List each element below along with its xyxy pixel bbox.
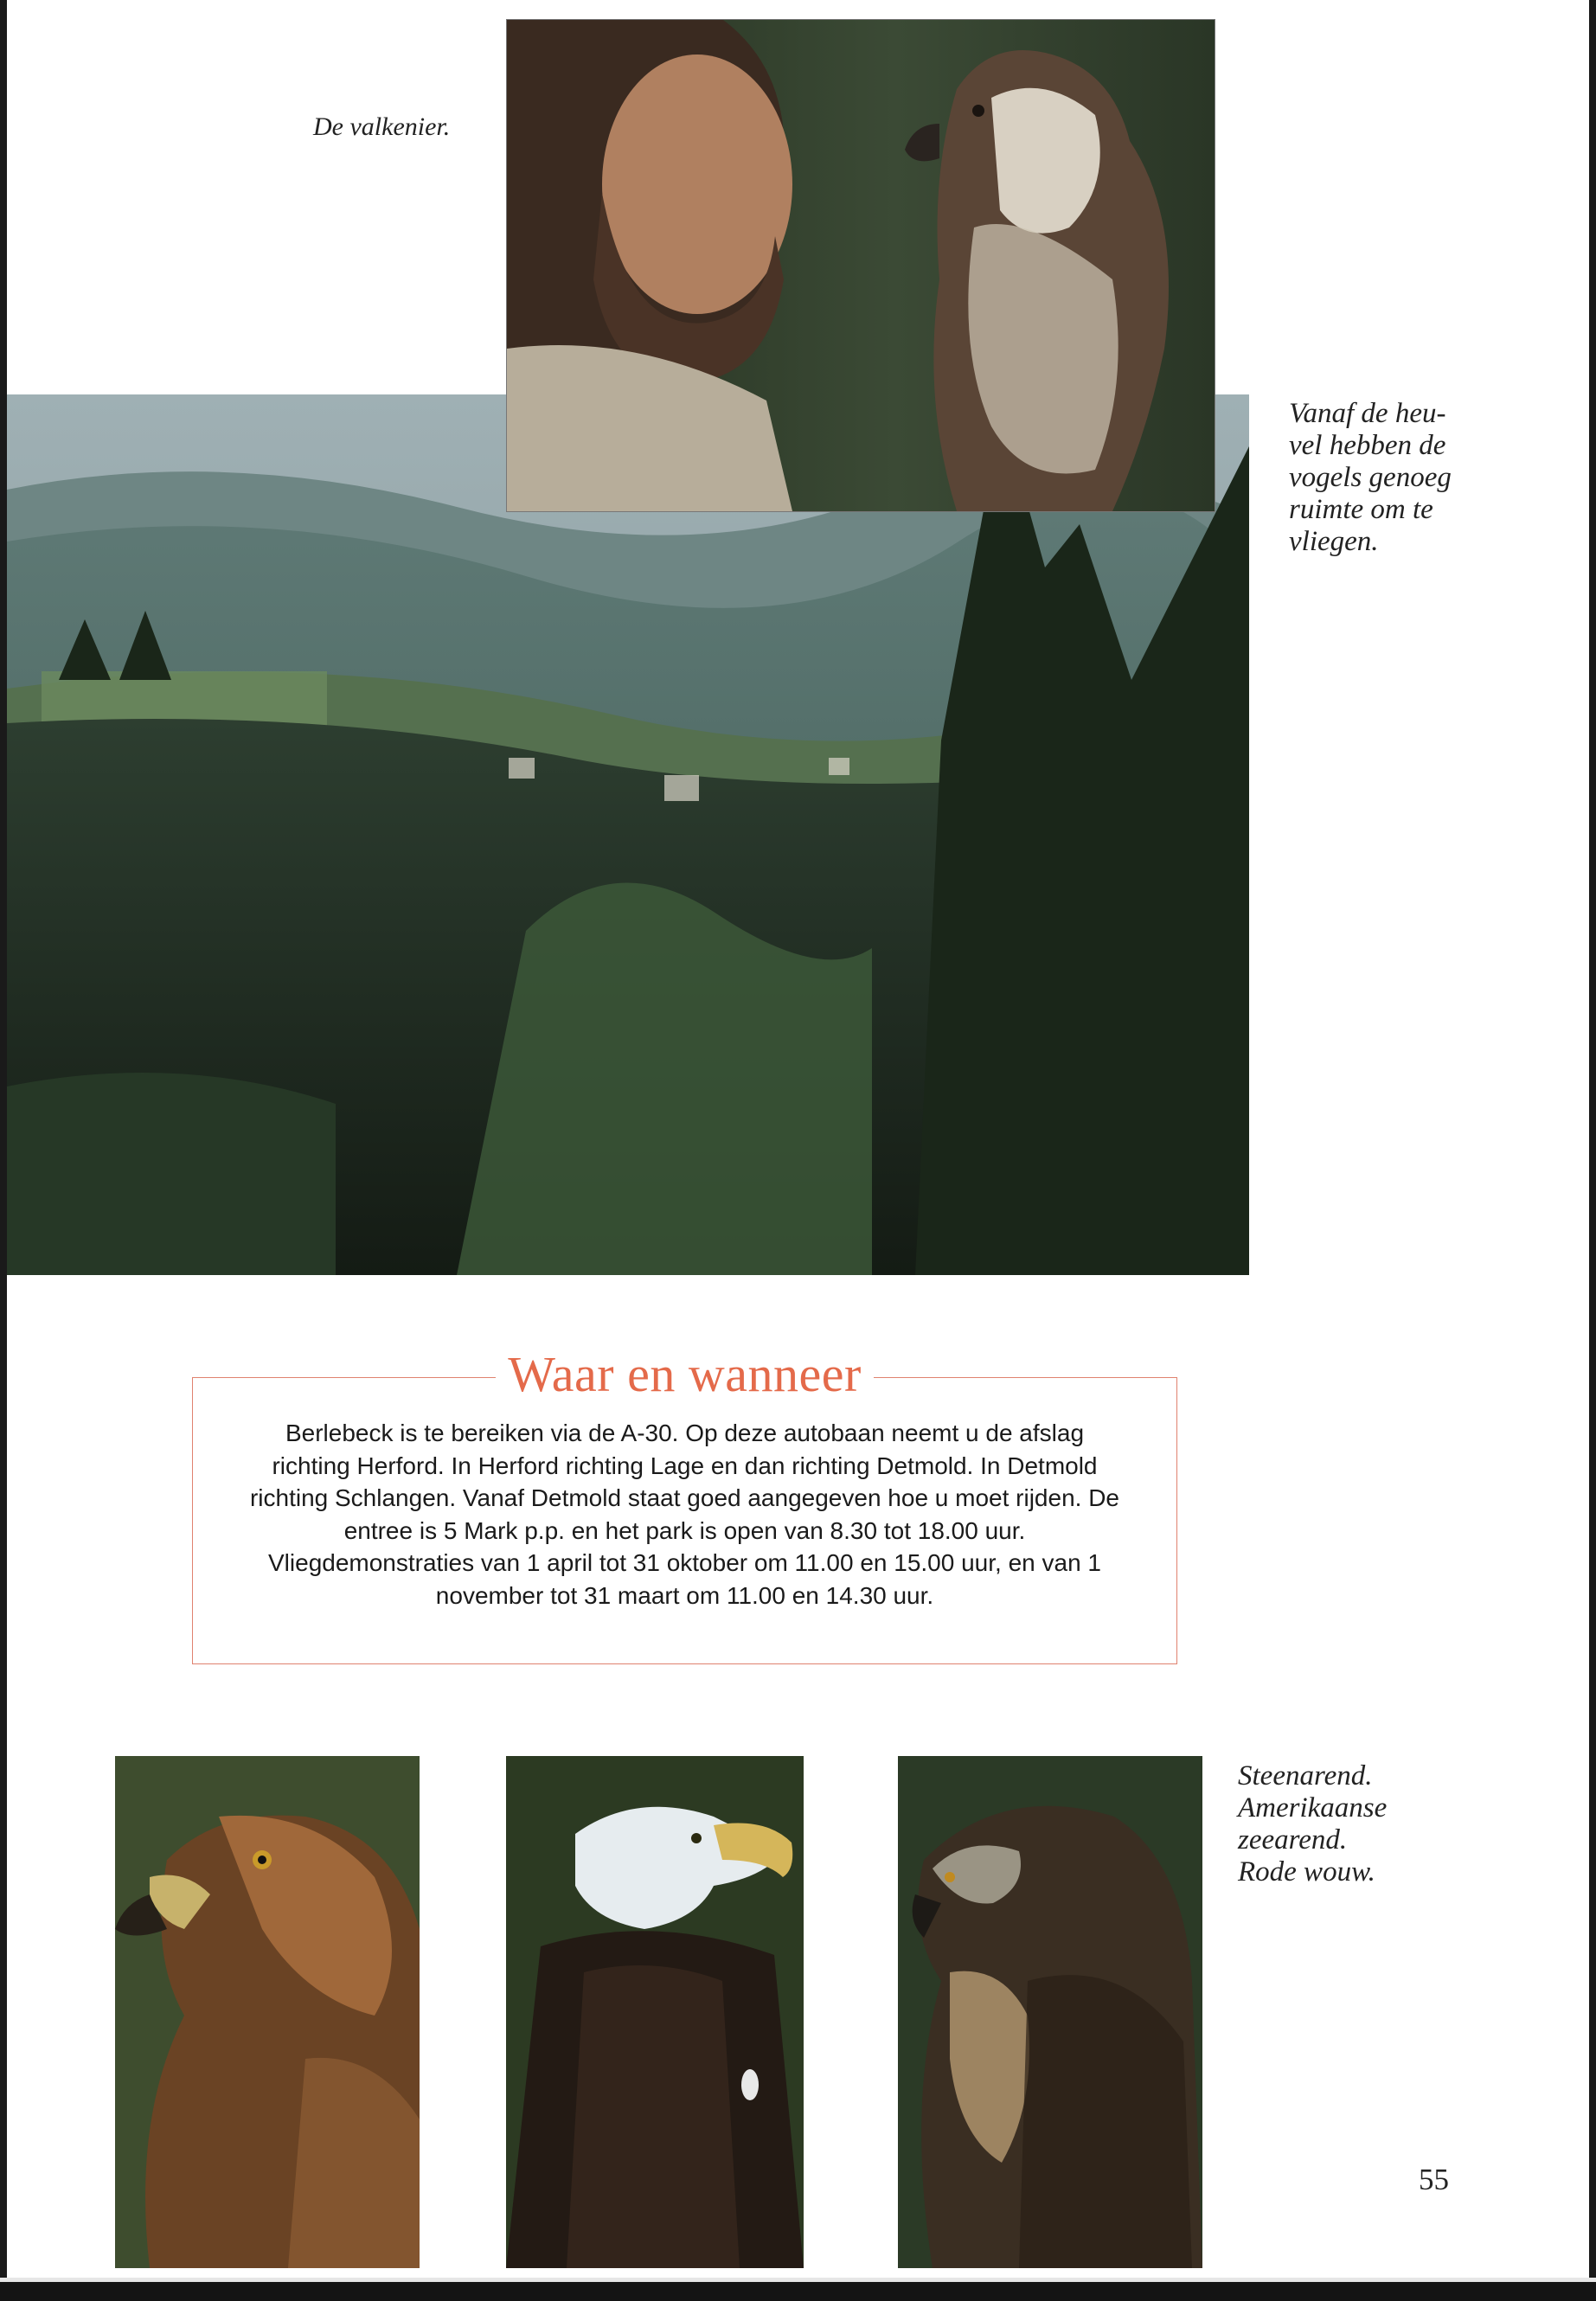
- bald-eagle-photo: [506, 1756, 804, 2268]
- page-number: 55: [1419, 2163, 1449, 2196]
- info-box-title: Waar en wanneer: [496, 1346, 874, 1402]
- info-box-text: Berlebeck is te bereiken via de A-30. Op deze autobaan neemt u de afslag richting Herford. In Herford richting Lage en dan richting Detmold. In Detmold richting Schlangen. Vanaf Detmold staat goed aangegeven hoe u moet rijden. De entree is 5 Mark p.p. en het park is open van 8.30 tot 18.00 uur. Vliegdemonstraties van 1 april tot 31 oktober om 11.00 en 15.00 uur, en van 1 november tot 31 maart om 11.00 en 14.30 uur.: [249, 1420, 1120, 1609]
- page-edge-bottom: [0, 2282, 1596, 2301]
- red-kite-photo: [898, 1756, 1202, 2268]
- falconer-with-eagle-photo: [506, 19, 1215, 512]
- eagles-caption-line-3: Rode wouw.: [1238, 1856, 1375, 1888]
- eagles-caption-line-1: Steenarend.: [1238, 1760, 1373, 1791]
- hill-caption: Vanaf de heu-vel hebben de vogels genoeg ruimte om te vliegen.: [1289, 398, 1452, 557]
- info-box: [192, 1346, 1177, 1664]
- eagles-caption: [1238, 1760, 1445, 1888]
- golden-eagle-photo: [115, 1756, 420, 2268]
- info-box-title-wrap: [193, 1345, 1176, 1403]
- page-edge-left: [0, 0, 7, 2301]
- eagles-caption-line-2: Amerikaanse zeearend.: [1238, 1792, 1388, 1856]
- falconer-caption: De valkenier.: [313, 112, 451, 141]
- page-edge-right: [1589, 0, 1596, 2301]
- landscape-photo: [7, 394, 1249, 1275]
